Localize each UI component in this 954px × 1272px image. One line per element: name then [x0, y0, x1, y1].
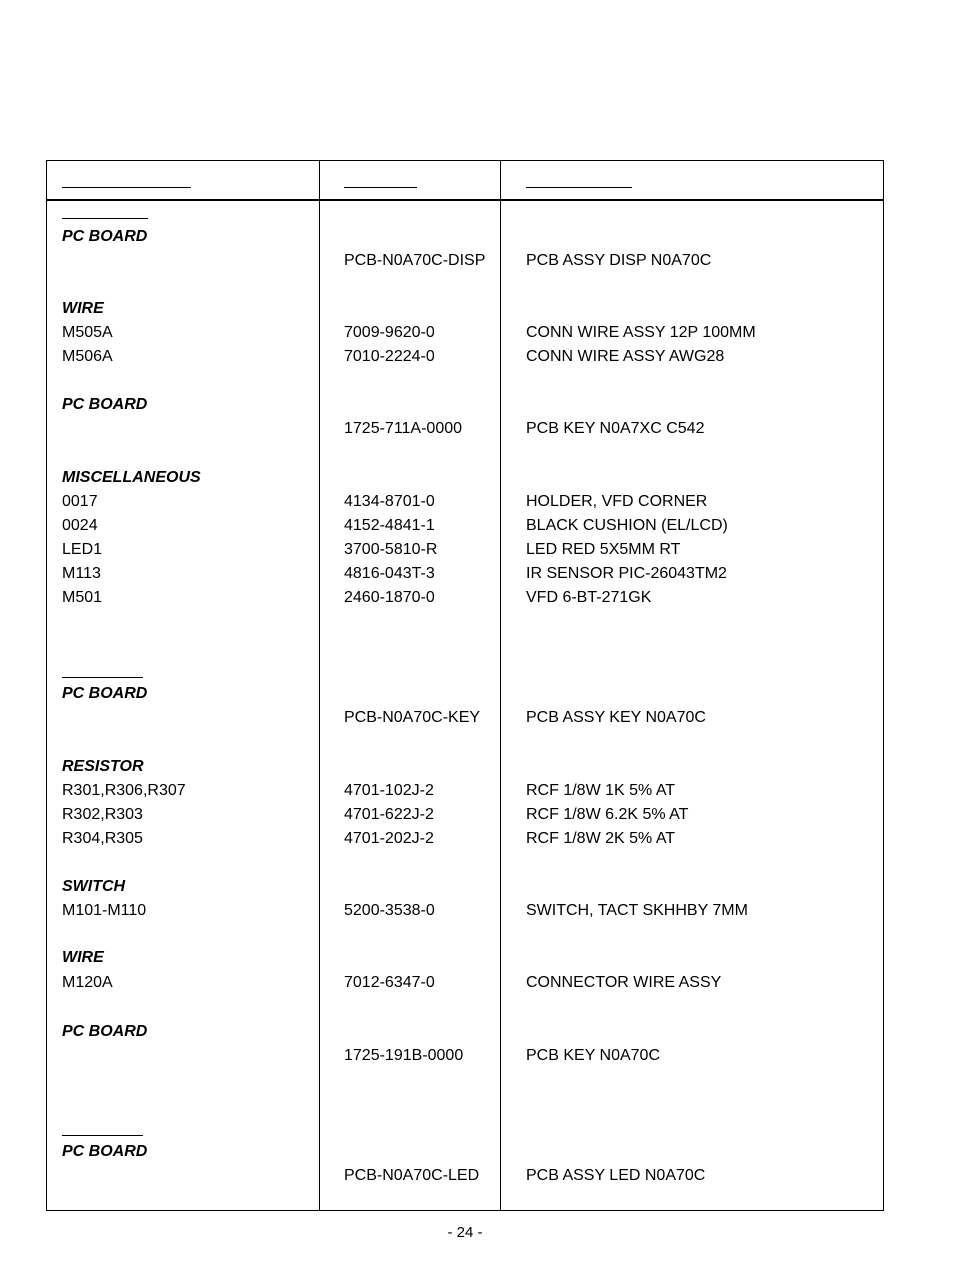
location-cell: M501 [62, 589, 103, 606]
location-cell: R301,R306,R307 [62, 782, 186, 799]
section-underline-3 [62, 1135, 143, 1136]
location-cell: R304,R305 [62, 830, 143, 847]
part-number-cell: 2460-1870-0 [344, 589, 435, 606]
location-cell: M120A [62, 974, 113, 991]
section-heading: PC BOARD [62, 1023, 148, 1040]
part-number-cell: PCB-N0A70C-LED [344, 1167, 480, 1184]
description-cell: RCF 1/8W 6.2K 5% AT [526, 806, 689, 823]
part-number-cell: 3700-5810-R [344, 541, 438, 558]
location-cell: R302,R303 [62, 806, 143, 823]
description-cell: CONN WIRE ASSY 12P 100MM [526, 324, 756, 341]
part-number-cell: 7009-9620-0 [344, 324, 435, 341]
location-cell: M506A [62, 348, 113, 365]
description-cell: PCB ASSY DISP N0A70C [526, 252, 712, 269]
part-number-cell: PCB-N0A70C-DISP [344, 252, 486, 269]
header-underline-description [526, 187, 632, 188]
description-cell: BLACK CUSHION (EL/LCD) [526, 517, 728, 534]
description-cell: HOLDER, VFD CORNER [526, 493, 708, 510]
location-cell: LED1 [62, 541, 103, 558]
header-rule [47, 199, 883, 201]
description-cell: VFD 6-BT-271GK [526, 589, 652, 606]
page-number: - 24 - [447, 1224, 483, 1241]
column-divider-1 [319, 161, 320, 1210]
description-cell: SWITCH, TACT SKHHBY 7MM [526, 902, 748, 919]
description-cell: PCB ASSY LED N0A70C [526, 1167, 706, 1184]
part-number-cell: 7012-6347-0 [344, 974, 435, 991]
section-heading: RESISTOR [62, 758, 144, 775]
section-underline-2 [62, 677, 143, 678]
part-number-cell: 1725-711A-0000 [344, 420, 463, 437]
part-number-cell: 4701-622J-2 [344, 806, 434, 823]
part-number-cell: 4152-4841-1 [344, 517, 435, 534]
description-cell: PCB ASSY KEY N0A70C [526, 709, 706, 726]
header-underline-location [62, 187, 191, 188]
part-number-cell: 1725-191B-0000 [344, 1047, 464, 1064]
section-heading: PC BOARD [62, 1143, 148, 1160]
part-number-cell: PCB-N0A70C-KEY [344, 709, 481, 726]
column-divider-2 [500, 161, 501, 1210]
description-cell: CONNECTOR WIRE ASSY [526, 974, 722, 991]
location-cell: M113 [62, 565, 101, 582]
description-cell: CONN WIRE ASSY AWG28 [526, 348, 725, 365]
part-number-cell: 5200-3538-0 [344, 902, 435, 919]
part-number-cell: 4134-8701-0 [344, 493, 435, 510]
section-heading: WIRE [62, 300, 104, 317]
section-underline-1 [62, 218, 148, 219]
location-cell: M505A [62, 324, 113, 341]
description-cell: PCB KEY N0A70C [526, 1047, 660, 1064]
location-cell: M101-M110 [62, 902, 147, 919]
section-heading: PC BOARD [62, 396, 148, 413]
part-number-cell: 7010-2224-0 [344, 348, 435, 365]
description-cell: IR SENSOR PIC-26043TM2 [526, 565, 727, 582]
description-cell: LED RED 5X5MM RT [526, 541, 681, 558]
description-cell: RCF 1/8W 1K 5% AT [526, 782, 676, 799]
header-underline-part-no [344, 187, 417, 188]
parts-list-table [46, 160, 884, 1211]
part-number-cell: 4816-043T-3 [344, 565, 435, 582]
description-cell: RCF 1/8W 2K 5% AT [526, 830, 676, 847]
section-heading: MISCELLANEOUS [62, 469, 201, 486]
section-heading: PC BOARD [62, 685, 148, 702]
section-heading: SWITCH [62, 878, 126, 895]
location-cell: 0017 [62, 493, 98, 510]
location-cell: 0024 [62, 517, 98, 534]
section-heading: WIRE [62, 949, 104, 966]
description-cell: PCB KEY N0A7XC C542 [526, 420, 705, 437]
part-number-cell: 4701-202J-2 [344, 830, 434, 847]
section-heading: PC BOARD [62, 228, 148, 245]
part-number-cell: 4701-102J-2 [344, 782, 434, 799]
